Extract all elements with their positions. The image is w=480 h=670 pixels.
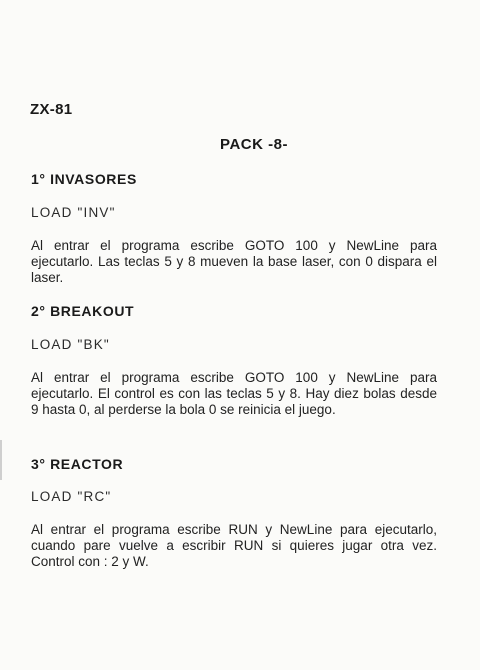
section-heading-breakout: 2° BREAKOUT	[31, 303, 135, 319]
section-heading-reactor: 3° REACTOR	[31, 456, 124, 472]
load-command-reactor: LOAD "RC"	[31, 489, 112, 504]
scan-edge-mark	[0, 440, 2, 480]
instructions-breakout: Al entrar el programa escribe GOTO 100 y NewLine para ejecutarlo. El control es con las teclas 5 y 8. Hay diez bolas desde 9 hasta 0, al perderse la bola 0 se reinicia el juego.	[31, 370, 437, 417]
load-command-invasores: LOAD "INV"	[31, 205, 116, 220]
load-command-breakout: LOAD "BK"	[31, 337, 110, 352]
instructions-invasores: Al entrar el programa escribe GOTO 100 y NewLine para ejecutarlo. Las teclas 5 y 8 mueven la base laser, con 0 dispara el laser.	[31, 238, 437, 285]
page-title: PACK -8-	[220, 136, 288, 153]
section-heading-invasores: 1° INVASORES	[31, 171, 137, 187]
instructions-reactor: Al entrar el programa escribe RUN y NewLine para ejecutarlo, cuando pare vuelve a escribir RUN si quieres jugar otra vez. Control con : 2 y W.	[31, 522, 437, 569]
brand-label: ZX-81	[30, 101, 73, 118]
